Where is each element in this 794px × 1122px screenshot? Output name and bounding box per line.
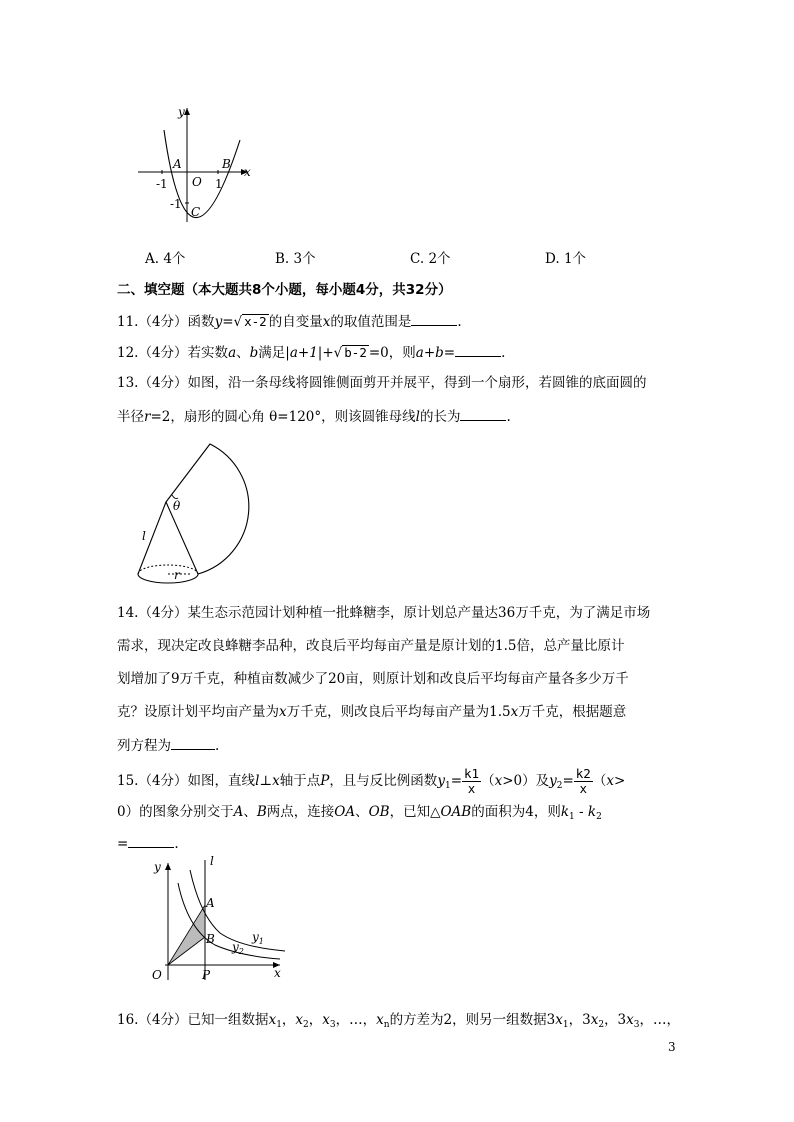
option-b: B. 3个	[275, 251, 316, 267]
fig10-point-c: C	[191, 205, 201, 219]
question-14-line4: 克？设原计划平均亩产量为x万千克，则改良后平均每亩产量为1.5x万千克，根据题意	[117, 704, 627, 720]
fig10-tick-neg1-y: -1	[170, 197, 182, 211]
question-16-line1: 16.（4分）已知一组数据$x_1$，$x_2$，$x_3$，…，$x_n$的方差为2，则另一组数据$3x_1$，$3x_2$，$3x_3$，…，	[117, 1012, 681, 1030]
option-c: C. 2个	[410, 251, 451, 267]
answer-blank[interactable]	[128, 833, 174, 848]
fig10-origin: O	[192, 175, 202, 189]
inverse-function-figure	[140, 855, 300, 985]
fig10-tick-1-x: 1	[215, 177, 223, 191]
fig10-tick-neg1-x: -1	[156, 177, 168, 191]
fig13-r: r	[174, 568, 180, 582]
question-15-line1: 15.（4分）如图，直线l⊥x轴于点P，且与反比例函数$y_1=$ $\frac{k1}{x}$ （x>0）及$y_2=$ $\frac{k2}{x}$ （x>	[117, 766, 626, 796]
fig10-point-a: A	[173, 157, 182, 171]
option-a: A. 4个	[145, 251, 186, 267]
fig10-y-label: y	[178, 105, 185, 119]
question-12: 12.（4分）若实数a、b满足|a+1|+√ b-2 =0，则a+b= .	[117, 342, 505, 363]
fig15-y-axis: y	[154, 860, 161, 874]
question-13-line2: 半径r=2，扇形的圆心角 θ=120°，则该圆锥母线l的长为 .	[117, 406, 511, 427]
answer-blank[interactable]	[460, 406, 506, 421]
question-14-line1: 14.（4分）某生态示范园计划种植一批蜂糖李，原计划总产量达36万千克，为了满足市场	[117, 605, 651, 621]
answer-blank[interactable]	[411, 311, 457, 326]
question-15-line2: 0）的图象分别交于A、B两点，连接OA、OB，已知△OAB的面积为4，则$k_1 - k_2$	[117, 804, 602, 822]
fig15-point-p: P	[202, 968, 211, 982]
fraction-k1-over-x: $\frac{k1}{x}$	[464, 766, 480, 796]
fig15-y1-label: $y_1$	[252, 930, 264, 946]
answer-blank[interactable]	[455, 342, 501, 357]
fig15-origin: O	[152, 968, 162, 982]
answer-blank[interactable]	[171, 735, 215, 750]
cone-sector-figure	[130, 440, 270, 590]
option-d: D. 1个	[545, 251, 587, 267]
question-14-line5: 列方程为 .	[117, 735, 219, 756]
fraction-k2-over-x: $\frac{k2}{x}$	[575, 766, 591, 796]
question-15-line3: = .	[117, 833, 179, 854]
question-13-line1: 13.（4分）如图，沿一条母线将圆锥侧面剪开并展平，得到一个扇形，若圆锥的底面圆的	[117, 375, 647, 391]
fig15-point-b: B	[206, 932, 215, 946]
parabola-figure	[130, 100, 260, 225]
fig15-line-l: l	[210, 855, 214, 868]
fig10-x-label: x	[244, 165, 251, 179]
fig10-point-b: B	[222, 157, 231, 171]
fig13-l: l	[142, 529, 146, 543]
fig15-y2-label: $y_2$	[232, 940, 244, 956]
question-11: 11.（4分）函数y=√ x-2 的自变量x的取值范围是 .	[117, 311, 462, 332]
fig15-point-a: A	[206, 896, 215, 910]
fig13-theta: θ	[173, 499, 181, 513]
question-14-line3: 划增加了9万千克，种植亩数减少了20亩，则原计划和改良后平均每亩产量各多少万千	[117, 671, 629, 687]
page-number: 3	[668, 1040, 676, 1054]
fig15-x-axis: x	[274, 966, 281, 980]
section-heading: 二、填空题（本大题共8个小题，每小题4分，共32分）	[117, 282, 452, 298]
question-14-line2: 需求，现决定改良蜂糖李品种，改良后平均每亩产量是原计划的1.5倍，总产量比原计	[117, 638, 625, 654]
